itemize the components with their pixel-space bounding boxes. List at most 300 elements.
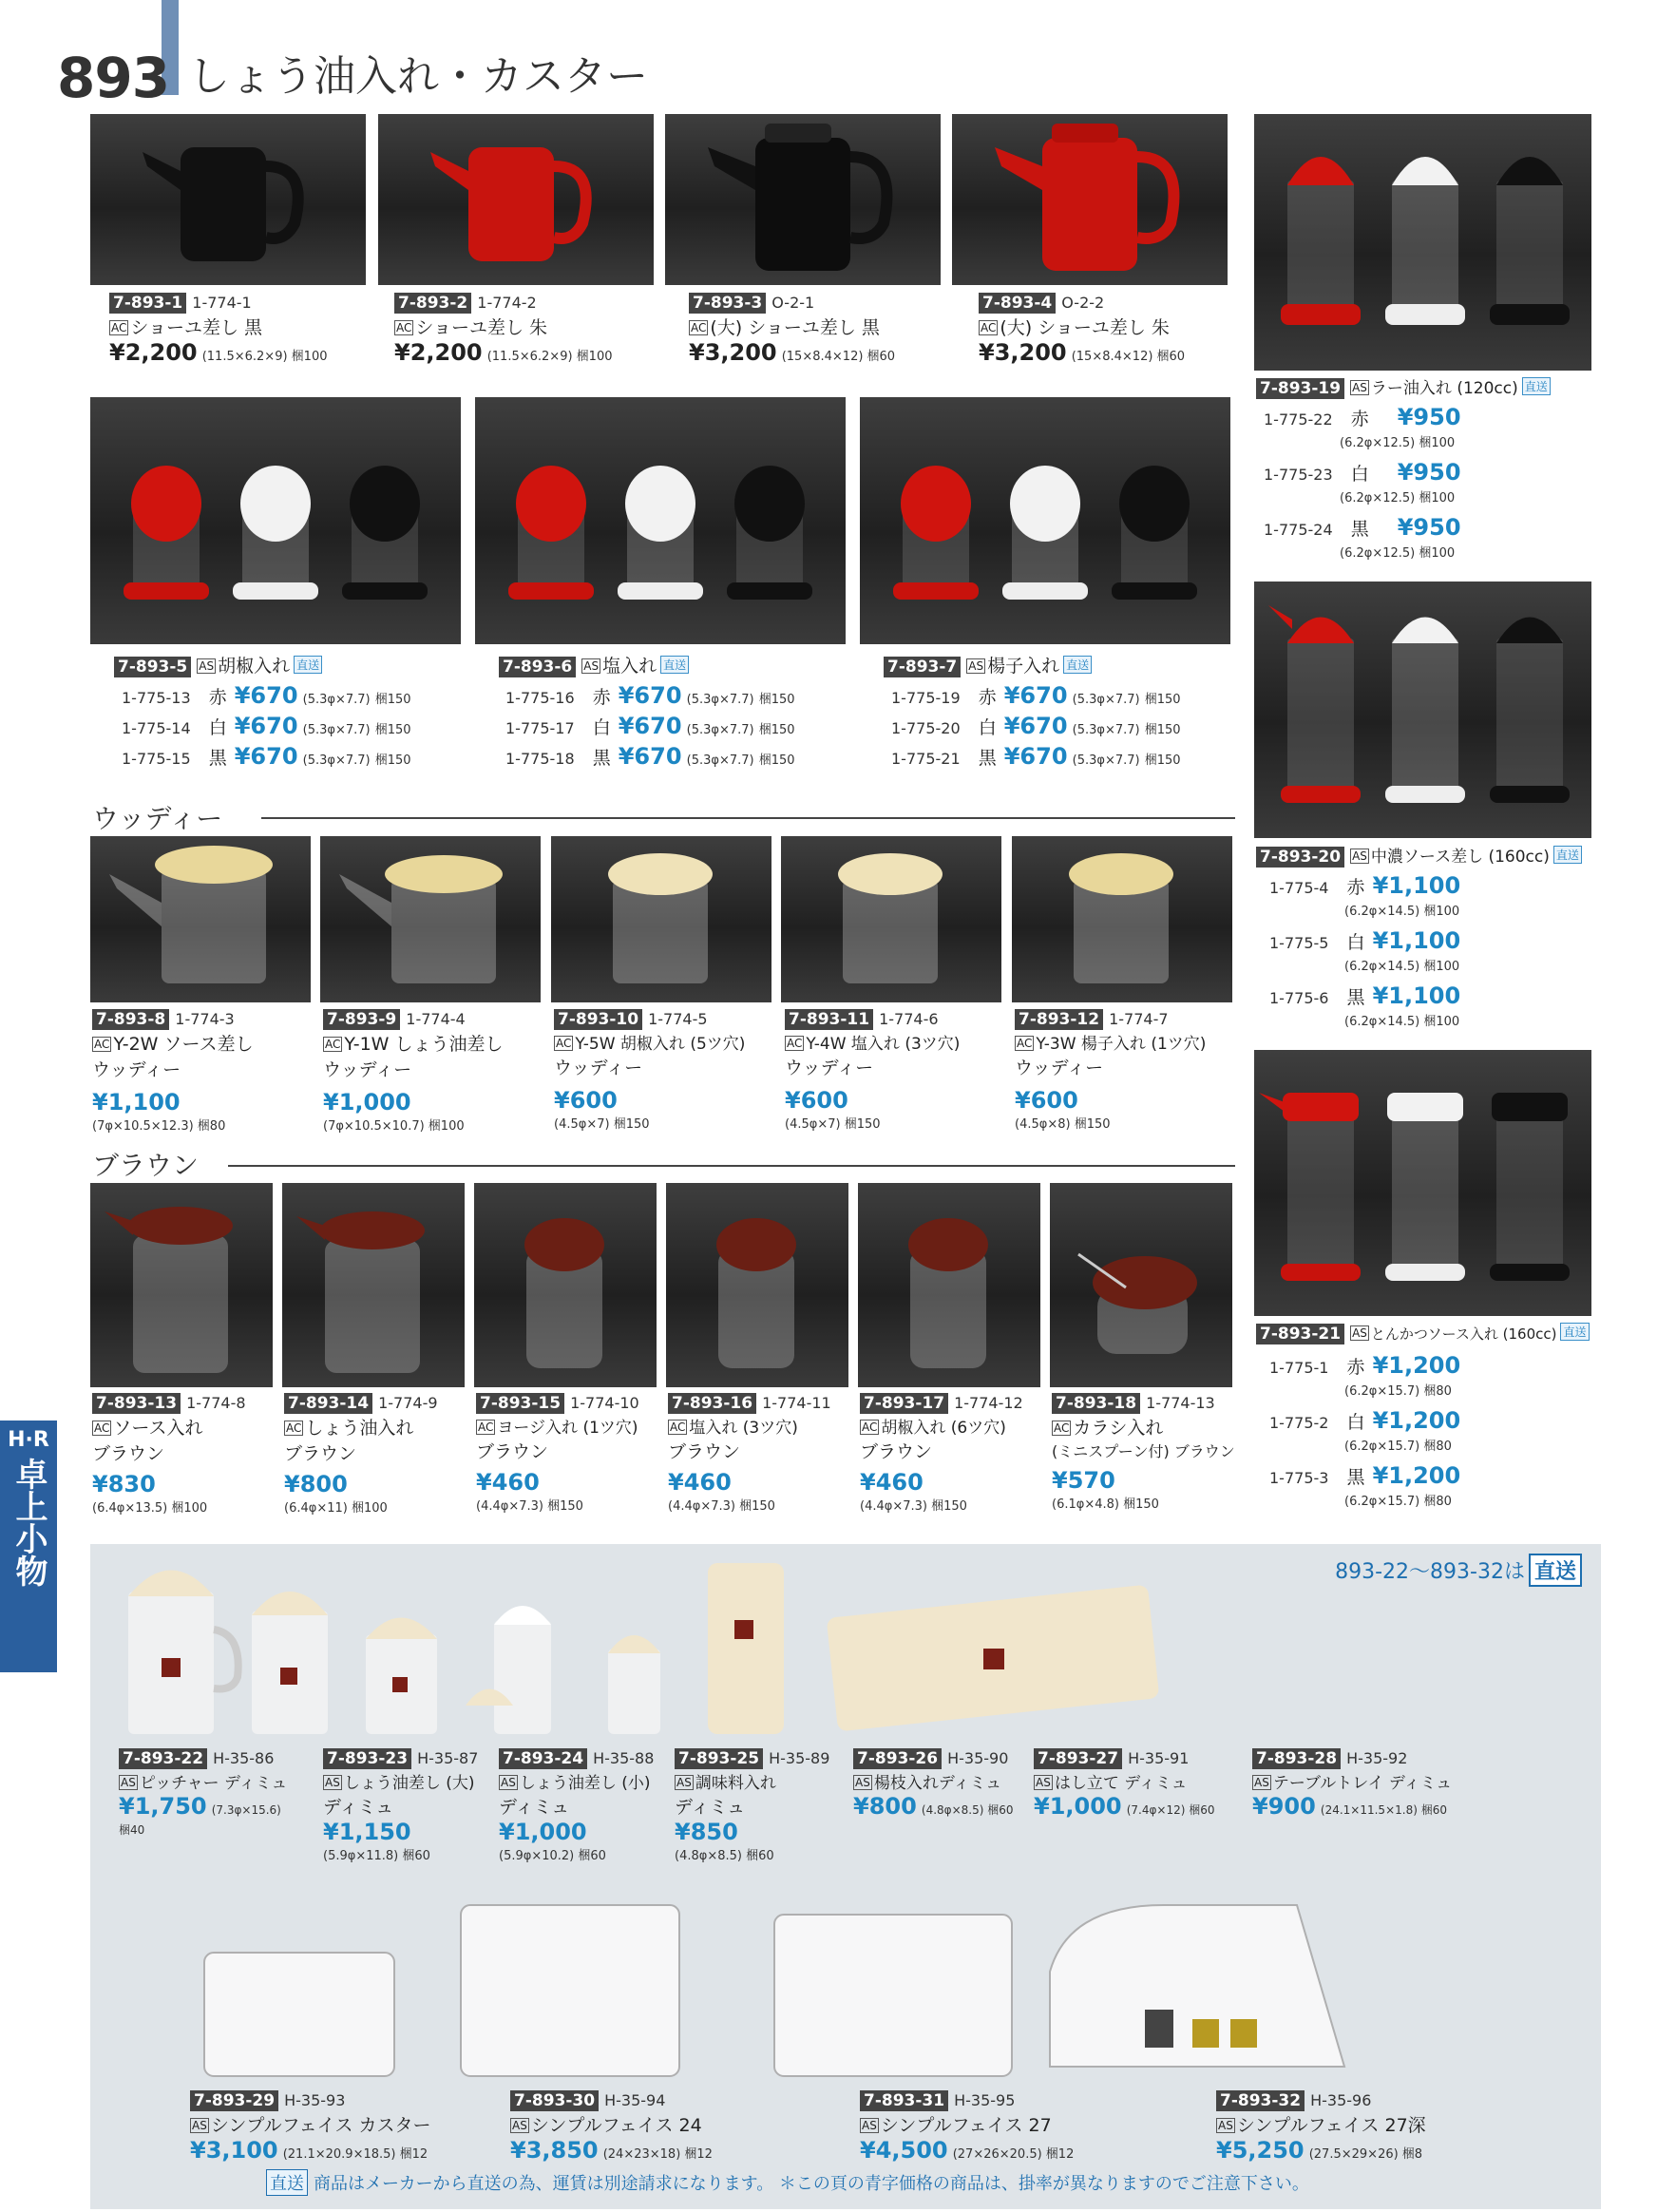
variant-code: 1-775-17 (505, 719, 575, 737)
product-price: ¥830 (92, 1471, 156, 1497)
product-code: 7-893-12 (1015, 1009, 1103, 1030)
product-price: ¥850 (675, 1819, 738, 1845)
product-spec: (21.1×20.9×18.5) 梱12 (282, 2147, 429, 2162)
product-photo (1050, 1183, 1232, 1387)
product-code: 7-893-7 (884, 657, 961, 677)
product-name: ショーユ差し 黒 (130, 317, 263, 338)
product-subcode: H-35-95 (954, 2091, 1016, 2109)
product-photo (1254, 114, 1591, 371)
variant-color: 黒 (978, 748, 997, 769)
variant-row (505, 743, 795, 770)
product-photo (90, 397, 461, 644)
product-code: 7-893-28 (1252, 1748, 1341, 1769)
variant-pack: 梱150 (1144, 693, 1181, 707)
variant-pack: 梱150 (1144, 723, 1181, 737)
product-code: 7-893-2 (394, 293, 471, 314)
product-price: ¥3,850 (510, 2137, 599, 2164)
product-photo (282, 1183, 465, 1387)
variant-row (1264, 459, 1461, 486)
material-badge: AS (855, 1776, 870, 1789)
product-code: 7-893-13 (92, 1393, 181, 1414)
variant-spec: (6.2φ×15.7) 梱80 (1344, 1384, 1452, 1399)
variant-row (1269, 927, 1460, 954)
product-7-893-20 (1256, 843, 1598, 868)
product-7-893-25 (675, 1748, 846, 1863)
product-price: ¥600 (785, 1087, 848, 1114)
product-spec: (7φ×10.5×10.7) 梱100 (323, 1119, 465, 1134)
product-code: 7-893-27 (1034, 1748, 1122, 1769)
variant-price: ¥670 (234, 682, 298, 709)
variant-code: 1-775-2 (1269, 1414, 1329, 1432)
product-7-893-2 (394, 293, 660, 366)
product-price: ¥600 (1015, 1087, 1078, 1114)
variant-spec: (5.3φ×7.7) (1072, 753, 1140, 768)
product-series: ブラウン (860, 1441, 933, 1462)
product-name: ショーユ差し 朱 (415, 317, 548, 338)
product-spec: (7.4φ×12) 梱60 (1126, 1803, 1215, 1817)
product-subcode: H-35-90 (947, 1749, 1009, 1767)
variant-price: ¥950 (1397, 514, 1461, 541)
product-spec: (11.5×6.2×9) 梱100 (486, 350, 613, 364)
product-code: 7-893-15 (476, 1393, 564, 1414)
product-subcode: 1-774-7 (1109, 1010, 1169, 1028)
product-7-893-8 (92, 1009, 315, 1134)
product-7-893-29 (190, 2090, 475, 2164)
product-name: しょう油差し (大) (343, 1774, 475, 1793)
product-7-893-31 (860, 2090, 1145, 2164)
variant-price: ¥950 (1397, 459, 1461, 486)
variant-code: 1-775-20 (891, 719, 961, 737)
product-subcode: H-35-93 (284, 2091, 346, 2109)
product-price: ¥1,000 (499, 1819, 587, 1845)
product-spec: (15×8.4×12) 梱60 (1071, 350, 1186, 364)
product-subcode: H-35-91 (1128, 1749, 1190, 1767)
product-spec: (27×26×20.5) 梱12 (952, 2147, 1075, 2162)
variant-spec: (6.2φ×15.7) 梱80 (1344, 1495, 1452, 1509)
variant-price: ¥950 (1397, 404, 1461, 430)
variant-pack: 梱150 (374, 753, 411, 768)
product-spec: (6.1φ×4.8) 梱150 (1052, 1497, 1159, 1512)
product-price: ¥1,100 (92, 1089, 181, 1116)
product-code: 7-893-10 (554, 1009, 642, 1030)
variant-price: ¥1,200 (1372, 1352, 1461, 1379)
product-code: 7-893-22 (119, 1748, 207, 1769)
product-subcode: H-35-86 (213, 1749, 275, 1767)
footer-note (266, 2169, 1309, 2196)
product-price: ¥5,250 (1216, 2137, 1305, 2164)
product-name: ヨージ入れ (1ツ穴) (497, 1419, 638, 1438)
product-code: 7-893-23 (323, 1748, 411, 1769)
material-badge: AS (192, 2119, 207, 2132)
product-code: 7-893-8 (92, 1009, 169, 1030)
product-7-893-4 (979, 293, 1245, 366)
product-price: ¥1,150 (323, 1819, 411, 1845)
product-spec: (4.8φ×8.5) 梱60 (921, 1803, 1014, 1817)
product-code: 7-893-16 (668, 1393, 756, 1414)
variant-color: 白 (592, 717, 611, 738)
product-code: 7-893-6 (499, 657, 576, 677)
material-badge: AS (676, 1776, 692, 1789)
product-name: ラー油入れ (120cc) (1370, 379, 1518, 398)
variant-row (122, 682, 411, 709)
product-subcode: H-35-92 (1346, 1749, 1408, 1767)
dimiu-product-illustration (90, 1544, 1601, 1753)
product-photo (1254, 1050, 1591, 1316)
product-price: ¥4,500 (860, 2137, 948, 2164)
product-subcode: H-35-89 (769, 1749, 830, 1767)
direct-ship-badge: 直送 (266, 2169, 308, 2196)
product-photo (860, 397, 1230, 644)
material-badge: AC (556, 1037, 572, 1050)
material-badge: AS (862, 2119, 877, 2132)
product-name: ピッチャー ディミュ (139, 1774, 288, 1793)
variant-spec: (5.3φ×7.7) (302, 723, 371, 737)
variant-row (1269, 1352, 1460, 1379)
product-code: 7-893-9 (323, 1009, 400, 1030)
product-name: 中濃ソース差し (160cc) (1370, 848, 1550, 867)
variant-pack: 梱150 (374, 723, 411, 737)
product-code: 7-893-25 (675, 1748, 763, 1769)
product-price: ¥460 (860, 1469, 924, 1496)
variant-row (1269, 1462, 1460, 1489)
product-7-893-18 (1052, 1393, 1242, 1512)
product-name: Y-3W 楊子入れ (1ツ穴) (1036, 1035, 1207, 1054)
side-category-tab (0, 1421, 57, 1672)
product-name: Y-1W しょう油差し (344, 1034, 504, 1055)
product-series: ブラウン (476, 1441, 549, 1462)
variant-price: ¥670 (234, 713, 298, 739)
variant-price: ¥670 (618, 682, 682, 709)
product-7-893-13 (92, 1393, 282, 1516)
product-photo (378, 114, 654, 285)
product-7-893-14 (284, 1393, 474, 1516)
product-name: はし立て ディミュ (1054, 1774, 1188, 1793)
product-subcode: 1-774-10 (570, 1394, 639, 1412)
product-code: 7-893-32 (1216, 2090, 1305, 2111)
product-price: ¥900 (1252, 1793, 1316, 1820)
variant-pack: 梱150 (758, 693, 795, 707)
product-code: 7-893-19 (1256, 378, 1344, 399)
variant-price: ¥1,200 (1372, 1407, 1461, 1434)
material-badge: AS (512, 2119, 527, 2132)
product-7-893-24 (499, 1748, 670, 1863)
product-name: Y-4W 塩入れ (3ツ穴) (806, 1035, 961, 1054)
variant-color: 赤 (978, 687, 997, 708)
variant-row (1269, 1407, 1460, 1434)
product-name: 胡椒入れ (6ツ穴) (881, 1419, 1006, 1438)
product-code: 7-893-31 (860, 2090, 948, 2111)
product-photo (1012, 836, 1232, 1002)
material-badge: AC (981, 321, 997, 334)
material-badge: AS (199, 659, 215, 673)
product-name: Y-5W 胡椒入れ (5ツ穴) (575, 1035, 746, 1054)
product-7-893-1 (109, 293, 375, 366)
product-series: ディミュ (675, 1797, 746, 1818)
product-spec: (7.3φ×15.6) 梱40 (119, 1803, 281, 1837)
material-badge: AS (583, 659, 600, 673)
product-code: 7-893-17 (860, 1393, 948, 1414)
product-subcode: O-2-2 (1061, 294, 1105, 312)
product-spec: (6.4φ×11) 梱100 (284, 1501, 388, 1516)
variant-row (505, 713, 795, 739)
product-price: ¥1,000 (1034, 1793, 1122, 1820)
variant-price: ¥1,200 (1372, 1462, 1461, 1489)
section-title-woody: ウッディー (92, 803, 223, 834)
product-name: カラシ入れ (1073, 1418, 1164, 1439)
variant-pack: 梱150 (758, 723, 795, 737)
direct-ship-badge: 直送 (1553, 846, 1582, 864)
product-series: ブラウン (668, 1441, 741, 1462)
product-spec: (15×8.4×12) 梱60 (781, 350, 896, 364)
product-subcode: 1-774-6 (879, 1010, 939, 1028)
direct-ship-badge: 直送 (294, 656, 322, 674)
variant-code: 1-775-24 (1264, 521, 1333, 539)
variant-price: ¥1,100 (1372, 872, 1461, 899)
variant-pack: 梱150 (758, 753, 795, 768)
product-photo (666, 1183, 848, 1387)
material-badge: AC (396, 321, 412, 334)
material-badge: AS (1218, 2119, 1233, 2132)
product-spec: (6.4φ×13.5) 梱100 (92, 1501, 208, 1516)
product-price: ¥2,200 (109, 339, 198, 366)
product-price: ¥600 (554, 1087, 618, 1114)
variant-price: ¥670 (618, 743, 682, 770)
product-code: 7-893-5 (114, 657, 191, 677)
variant-price: ¥670 (1003, 682, 1068, 709)
product-code: 7-893-1 (109, 293, 186, 314)
material-badge: AS (968, 659, 984, 673)
product-name: シンプルフェイス カスター (210, 2115, 431, 2136)
product-name: とんかつソース入れ (160cc) (1370, 1325, 1557, 1343)
variant-spec: (6.2φ×14.5) 梱100 (1344, 960, 1460, 974)
product-7-893-32 (1216, 2090, 1520, 2164)
product-7-893-19 (1256, 374, 1598, 399)
direct-ship-badge: 直送 (1063, 656, 1092, 674)
product-code: 7-893-21 (1256, 1324, 1344, 1344)
variant-spec: (5.3φ×7.7) (686, 753, 754, 768)
product-price: ¥800 (284, 1471, 348, 1497)
product-subcode: H-35-87 (417, 1749, 479, 1767)
product-subcode: 1-774-12 (954, 1394, 1023, 1412)
product-subcode: 1-774-13 (1146, 1394, 1215, 1412)
product-7-893-23 (323, 1748, 494, 1863)
product-7-893-7 (884, 652, 1226, 677)
product-name: しょう油差し (小) (519, 1774, 651, 1793)
product-name: ソース入れ (113, 1418, 203, 1439)
variant-code: 1-775-15 (122, 750, 191, 768)
side-tab-code: H·R (8, 1428, 49, 1452)
product-spec: (5.9φ×10.2) 梱60 (499, 1849, 606, 1863)
page-title: しょう油入れ・カスター (188, 52, 648, 101)
product-series: ウッディー (554, 1058, 643, 1078)
variant-code: 1-775-19 (891, 689, 961, 707)
variant-spec: (5.3φ×7.7) (1072, 693, 1140, 707)
variant-price: ¥1,100 (1372, 982, 1461, 1009)
product-7-893-11 (785, 1009, 1008, 1132)
variant-row (122, 713, 411, 739)
product-code: 7-893-14 (284, 1393, 372, 1414)
product-series: ウッディー (1015, 1058, 1104, 1078)
product-spec: (27.5×29×26) 梱8 (1308, 2147, 1423, 2162)
material-badge: AS (1254, 1776, 1269, 1789)
product-7-893-27 (1034, 1748, 1224, 1820)
material-badge: AS (501, 1776, 516, 1789)
product-7-893-6 (499, 652, 841, 677)
variant-spec: (5.3φ×7.7) (686, 693, 754, 707)
variant-code: 1-775-5 (1269, 934, 1329, 952)
product-photo (551, 836, 771, 1002)
variant-row (1264, 514, 1461, 541)
direct-ship-badge: 直送 (660, 656, 689, 674)
product-code: 7-893-30 (510, 2090, 599, 2111)
direct-ship-badge: 直送 (1560, 1323, 1589, 1341)
material-badge: AS (1352, 1326, 1367, 1340)
variant-code: 1-775-22 (1264, 410, 1333, 429)
variant-spec: (6.2φ×14.5) 梱100 (1344, 1015, 1460, 1029)
variant-color: 赤 (1346, 1357, 1365, 1378)
variant-spec: (6.2φ×14.5) 梱100 (1344, 905, 1460, 919)
product-name: Y-2W ソース差し (113, 1034, 254, 1055)
variant-code: 1-775-14 (122, 719, 191, 737)
product-name: (大) ショーユ差し 黒 (710, 317, 880, 338)
product-price: ¥1,750 (119, 1793, 207, 1820)
page-number: 893 (57, 46, 170, 110)
direct-ship-badge: 直送 (1529, 1554, 1582, 1587)
variant-code: 1-775-16 (505, 689, 575, 707)
product-7-893-16 (668, 1393, 858, 1514)
product-7-893-22 (119, 1748, 290, 1839)
material-badge: AC (478, 1421, 494, 1434)
variant-color: 白 (978, 717, 997, 738)
variant-code: 1-775-23 (1264, 466, 1333, 484)
variant-color: 白 (1346, 932, 1365, 953)
variant-row (1269, 872, 1460, 899)
product-code: 7-893-4 (979, 293, 1056, 314)
product-7-893-12 (1015, 1009, 1243, 1132)
product-price: ¥3,200 (689, 339, 777, 366)
product-series: ウッディー (785, 1058, 874, 1078)
variant-price: ¥670 (618, 713, 682, 739)
material-badge: AC (787, 1037, 803, 1050)
product-photo (90, 836, 311, 1002)
product-7-893-5 (114, 652, 456, 677)
product-subcode: H-35-96 (1310, 2091, 1372, 2109)
product-spec: (5.9φ×11.8) 梱60 (323, 1849, 430, 1863)
product-spec: (4.4φ×7.3) 梱150 (668, 1499, 775, 1514)
product-name: 楊子入れ (987, 656, 1060, 677)
product-subcode: 1-774-3 (175, 1010, 235, 1028)
variant-price: ¥670 (1003, 713, 1068, 739)
product-7-893-21 (1256, 1323, 1598, 1344)
product-price: ¥1,000 (323, 1089, 411, 1116)
note-text: 893-22～893-32は (1335, 1560, 1525, 1584)
variant-row (122, 743, 411, 770)
product-name: (大) ショーユ差し 朱 (1000, 317, 1170, 338)
variant-code: 1-775-13 (122, 689, 191, 707)
product-photo (665, 114, 941, 285)
product-name: テーブルトレイ ディミュ (1272, 1774, 1453, 1793)
variant-spec: (6.2φ×15.7) 梱80 (1344, 1440, 1452, 1454)
variant-row (505, 682, 795, 709)
variant-row (891, 682, 1181, 709)
product-photo (475, 397, 846, 644)
product-code: 7-893-20 (1256, 847, 1344, 868)
product-photo (858, 1183, 1040, 1387)
variant-code: 1-775-4 (1269, 879, 1329, 897)
product-7-893-9 (323, 1009, 546, 1134)
material-badge: AC (94, 1421, 110, 1435)
direct-ship-badge: 直送 (1522, 377, 1551, 395)
product-subcode: 1-774-2 (477, 294, 537, 312)
material-badge: AC (325, 1038, 341, 1051)
product-photo (90, 114, 366, 285)
product-code: 7-893-18 (1052, 1393, 1140, 1414)
section-title-brown: ブラウン (92, 1150, 200, 1181)
product-subcode: 1-774-9 (378, 1394, 438, 1412)
product-spec: (4.5φ×8) 梱150 (1015, 1117, 1111, 1132)
product-spec: (4.5φ×7) 梱150 (785, 1117, 881, 1132)
product-7-893-30 (510, 2090, 795, 2164)
variant-color: 黒 (1346, 987, 1365, 1008)
variant-color: 赤 (592, 687, 611, 708)
variant-spec: (6.2φ×12.5) 梱100 (1340, 436, 1456, 450)
variant-color: 黒 (1350, 519, 1369, 540)
variant-color: 赤 (1346, 877, 1365, 898)
product-spec: (11.5×6.2×9) 梱100 (201, 350, 328, 364)
variant-code: 1-775-21 (891, 750, 961, 768)
product-series: ディミュ (323, 1797, 394, 1818)
product-photo (90, 1183, 273, 1387)
variant-row (1264, 404, 1461, 430)
product-name: 調味料入れ (695, 1774, 776, 1793)
product-price: ¥460 (668, 1469, 732, 1496)
product-spec: (24.1×11.5×1.8) 梱60 (1320, 1803, 1447, 1817)
variant-spec: (5.3φ×7.7) (302, 693, 371, 707)
product-price: ¥2,200 (394, 339, 483, 366)
material-badge: AS (1352, 381, 1367, 394)
variant-spec: (5.3φ×7.7) (302, 753, 371, 768)
material-badge: AC (111, 321, 127, 334)
product-price: ¥800 (853, 1793, 917, 1820)
section-divider (261, 817, 1235, 819)
variant-color: 黒 (1346, 1467, 1365, 1488)
variant-pack: 梱150 (374, 693, 411, 707)
variant-color: 白 (1346, 1412, 1365, 1433)
product-code: 7-893-3 (689, 293, 766, 314)
variant-spec: (5.3φ×7.7) (1072, 723, 1140, 737)
product-spec: (24×23×18) 梱12 (602, 2147, 713, 2162)
variant-code: 1-775-18 (505, 750, 575, 768)
variant-spec: (6.2φ×12.5) 梱100 (1340, 546, 1456, 561)
variant-price: ¥1,100 (1372, 927, 1461, 954)
variant-color: 赤 (1350, 409, 1369, 429)
product-series: ブラウン (92, 1443, 165, 1464)
variant-code: 1-775-1 (1269, 1359, 1329, 1377)
product-series: ウッディー (92, 1059, 181, 1080)
product-code: 7-893-29 (190, 2090, 278, 2111)
product-name: 塩入れ (602, 656, 657, 677)
product-subcode: 1-774-5 (648, 1010, 708, 1028)
material-badge: AC (1017, 1037, 1033, 1050)
product-subcode: H-35-94 (604, 2091, 666, 2109)
material-badge: AS (1036, 1776, 1051, 1789)
side-tab-label: 卓上小物 (10, 1458, 48, 1587)
product-series: (ミニスプーン付) ブラウン (1052, 1442, 1235, 1460)
product-name: 楊枝入れディミュ (873, 1774, 1002, 1793)
footer-text: 商品はメーカーから直送の為、運賃は別途請求になります。 ＊この頁の青字価格の商品は、掛率が異なりますのでご注意下さい。 (314, 2174, 1309, 2194)
material-badge: AC (862, 1421, 878, 1434)
material-badge: AS (121, 1776, 136, 1789)
